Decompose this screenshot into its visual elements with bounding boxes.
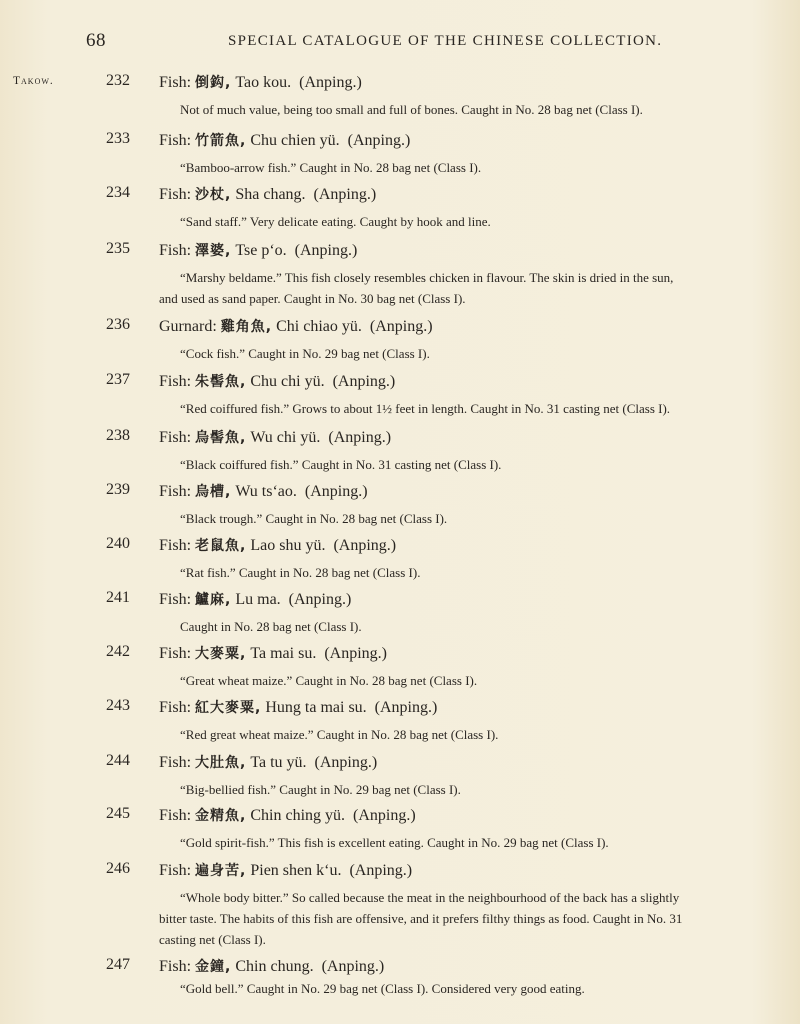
entry-romanized-name: Tao kou. (235, 74, 292, 91)
entry-number: 239 (106, 481, 130, 498)
entry-description: “Great wheat maize.” Caught in No. 28 bag net (Class I). (180, 673, 478, 688)
entry-description: “Bamboo-arrow fish.” Caught in No. 28 bag net (Class I). (180, 160, 482, 175)
entry-number: 236 (106, 316, 130, 333)
entry-heading (159, 72, 362, 92)
entry-description-line: “Marshy beldame.” This fish closely resembles chicken in flavour. The skin is dried in the sun, (180, 270, 674, 285)
entry-label: Fish: (159, 429, 192, 446)
entry-label: Fish: (159, 862, 192, 879)
entry-description: “Sand staff.” Very delicate eating. Caught by hook and line. (180, 214, 491, 229)
entry-chinese-characters: 澤婆, (195, 243, 232, 259)
entry-label: Fish: (159, 958, 192, 975)
entry-label: Fish: (159, 186, 192, 203)
entry-place: (Anping.) (304, 483, 368, 500)
entry-description: “Cock fish.” Caught in No. 29 bag net (Class I). (180, 346, 430, 361)
entry-number: 242 (106, 643, 130, 660)
entry-description: Not of much value, being too small and full of bones. Caught in No. 28 bag net (Class I). (180, 102, 643, 117)
entry-heading (159, 643, 387, 663)
entry-heading (159, 752, 377, 772)
entry-romanized-name: Wu chi yü. (250, 429, 321, 446)
entry-place: (Anping.) (374, 699, 438, 716)
entry-romanized-name: Chin chung. (235, 958, 314, 975)
entry-chinese-characters: 竹箭魚, (195, 133, 247, 149)
entry-description-continuation: casting net (Class I). (159, 932, 266, 947)
entry-number: 241 (106, 589, 130, 606)
entry-heading (159, 860, 412, 880)
entry-description-continuation: and used as sand paper. Caught in No. 30 bag net (Class I). (159, 291, 466, 306)
entry-chinese-characters: 倒鈎, (195, 75, 232, 91)
entry-place: (Anping.) (321, 958, 385, 975)
entry-heading (159, 130, 410, 150)
entry-number: 234 (106, 184, 130, 201)
entry-chinese-characters: 雞角魚, (220, 319, 273, 335)
entry-description: “Rat fish.” Caught in No. 28 bag net (Class I). (180, 565, 421, 580)
entry-label: Fish: (159, 373, 192, 390)
entry-number: 233 (106, 130, 130, 147)
entry-romanized-name: Chu chi yü. (250, 373, 325, 390)
entry-description: Caught in No. 28 bag net (Class I). (180, 619, 362, 634)
entry-description-continuation: bitter taste. The habits of this fish are offensive, and it prefers filthy things as food. Caught in No. 31 (159, 911, 683, 926)
entry-label: Gurnard: (159, 318, 217, 335)
entry-romanized-name: Chin ching yü. (250, 807, 346, 824)
entry-chinese-characters: 鱸麻, (195, 592, 232, 608)
entry-chinese-characters: 朱髻魚, (195, 374, 247, 390)
running-title: SPECIAL CATALOGUE OF THE CHINESE COLLECTION. (228, 33, 663, 49)
entry-romanized-name: Sha chang. (235, 186, 306, 203)
entry-description: “Red great wheat maize.” Caught in No. 28 bag net (Class I). (180, 727, 499, 742)
entry-number: 246 (106, 860, 130, 877)
entry-description-line: “Whole body bitter.” So called because the meat in the neighbourhood of the back has a slightly (180, 890, 680, 905)
entry-place: (Anping.) (349, 862, 413, 879)
entry-label: Fish: (159, 807, 192, 824)
entry-romanized-name: Lu ma. (235, 591, 281, 608)
entry-number: 243 (106, 697, 130, 714)
entry-number: 238 (106, 427, 130, 444)
entry-label: Fish: (159, 132, 192, 149)
entry-heading (159, 805, 416, 825)
entry-heading (159, 316, 433, 336)
entry-heading (159, 184, 376, 204)
entry-label: Fish: (159, 591, 192, 608)
entry-heading (159, 697, 437, 717)
entry-chinese-characters: 烏髻魚, (195, 430, 247, 446)
entry-chinese-characters: 烏槽, (195, 484, 232, 500)
entry-chinese-characters: 金鐘, (195, 959, 232, 975)
entry-description: “Gold bell.” Caught in No. 29 bag net (Class I). Considered very good eating. (180, 981, 585, 996)
entry-place: (Anping.) (324, 645, 387, 662)
entry-description: “Big-bellied fish.” Caught in No. 29 bag net (Class I). (180, 782, 461, 797)
entry-place: (Anping.) (294, 242, 358, 259)
entry-heading (159, 481, 368, 501)
entry-place: (Anping.) (347, 132, 411, 149)
entry-chinese-characters: 老鼠魚, (195, 538, 247, 554)
entry-number: 235 (106, 240, 130, 257)
entry-romanized-name: Ta tu yü. (250, 754, 307, 771)
entry-description (159, 267, 780, 309)
entry-label: Fish: (159, 483, 192, 500)
entry-label: Fish: (159, 699, 192, 716)
entry-romanized-name: Tse p‘o. (235, 242, 287, 259)
entry-place: (Anping.) (314, 754, 378, 771)
entry-place: (Anping.) (288, 591, 352, 608)
entry-heading (159, 427, 391, 447)
entry-place: (Anping.) (313, 186, 377, 203)
entry-label: Fish: (159, 537, 192, 554)
entry-label: Fish: (159, 242, 192, 259)
entry-romanized-name: Hung ta mai su. (265, 699, 367, 716)
entry-label: Fish: (159, 645, 192, 662)
entry-chinese-characters: 沙杖, (195, 187, 232, 203)
entry-number: 244 (106, 752, 130, 769)
entry-description: “Black trough.” Caught in No. 28 bag net (Class I). (180, 511, 448, 526)
entry-heading (159, 589, 351, 609)
entry-heading (159, 240, 357, 260)
entry-description (159, 887, 780, 950)
entry-number: 240 (106, 535, 130, 552)
entry-place: (Anping.) (332, 373, 396, 390)
entry-romanized-name: Wu ts‘ao. (235, 483, 297, 500)
entry-description: “Gold spirit-fish.” This fish is excellent eating. Caught in No. 29 bag net (Class I). (180, 835, 609, 850)
entry-description: “Red coiffured fish.” Grows to about 1½ feet in length. Caught in No. 31 casting net (Class I). (180, 401, 671, 416)
entry-label: Fish: (159, 754, 192, 771)
entry-place: (Anping.) (353, 807, 416, 824)
entry-place: (Anping.) (369, 318, 433, 335)
entry-romanized-name: Ta mai su. (250, 645, 317, 662)
entry-chinese-characters: 大麥粟, (195, 646, 247, 662)
page-header (0, 30, 800, 54)
entry-number: 247 (106, 956, 130, 973)
entry-chinese-characters: 紅大麥粟, (195, 700, 262, 716)
entry-romanized-name: Lao shu yü. (250, 537, 326, 554)
entry-place: (Anping.) (328, 429, 392, 446)
entry-number: 232 (106, 72, 130, 89)
entry-number: 245 (106, 805, 130, 822)
entry-description: “Black coiffured fish.” Caught in No. 31 casting net (Class I). (180, 457, 502, 472)
entry-chinese-characters: 大肚魚, (195, 755, 247, 771)
entry-romanized-name: Chi chiao yü. (276, 318, 362, 335)
entry-number: 237 (106, 371, 130, 388)
entry-chinese-characters: 遍身苦, (195, 863, 247, 879)
entry-heading (159, 956, 384, 976)
entry-place: (Anping.) (333, 537, 397, 554)
entry-chinese-characters: 金精魚, (195, 808, 247, 824)
entry-place: (Anping.) (299, 74, 362, 91)
entry-romanized-name: Pien shen k‘u. (250, 862, 342, 879)
entry-heading (159, 371, 395, 391)
entry-label: Fish: (159, 74, 192, 91)
entry-romanized-name: Chu chien yü. (250, 132, 340, 149)
entry-heading (159, 535, 396, 555)
margin-location-label: Takow. (13, 75, 54, 87)
page-number: 68 (86, 30, 106, 51)
